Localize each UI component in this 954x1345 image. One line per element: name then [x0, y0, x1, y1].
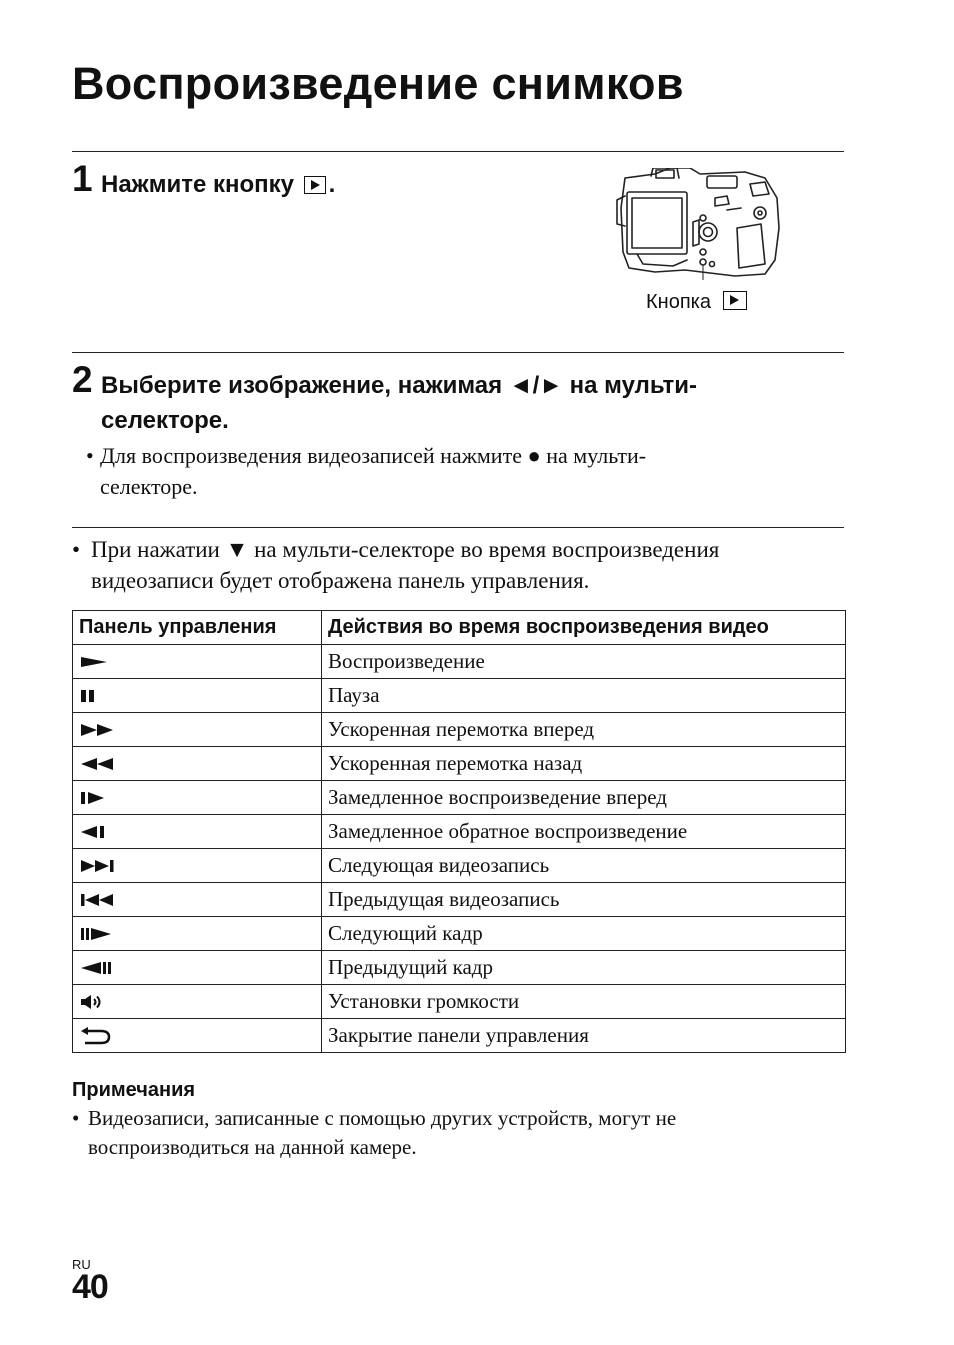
notes-line-2: воспроизводиться на данной камере. [88, 1135, 417, 1159]
table-cell-icon [73, 985, 322, 1019]
table-header-row [73, 611, 846, 645]
bullet-icon: • [72, 537, 81, 562]
fast-rewind-icon [79, 756, 119, 772]
language-label: RU [72, 1257, 91, 1272]
step-2-line-1: Выберите изображение, нажимая ◄/► на мульти- [101, 372, 698, 399]
caption-text: Кнопка [646, 291, 711, 313]
divider [72, 151, 844, 152]
step-number: 2 [72, 359, 93, 400]
table-row [73, 645, 846, 679]
table-cell-action: Ускоренная перемотка вперед [322, 713, 846, 747]
info-bullet [72, 534, 844, 596]
next-video-icon [79, 858, 119, 874]
table-row [73, 747, 846, 781]
previous-frame-icon [79, 960, 119, 976]
notes-heading: Примечания [72, 1079, 196, 1101]
next-frame-icon [79, 926, 119, 942]
table-cell-action: Установки громкости [322, 985, 846, 1019]
table-cell-action: Закрытие панели управления [322, 1019, 846, 1053]
table-cell-action: Пауза [322, 679, 846, 713]
divider [72, 352, 844, 353]
table-cell-icon [73, 951, 322, 985]
table-row [73, 679, 846, 713]
table-row [73, 781, 846, 815]
info-line-1: При нажатии ▼ на мульти-селекторе во время воспроизведения [91, 537, 720, 562]
control-panel-table [72, 610, 846, 1053]
divider [72, 527, 844, 528]
bullet-icon: • [86, 443, 94, 468]
step-2-bullet [86, 440, 800, 502]
table-cell-icon [73, 849, 322, 883]
table-cell-action: Предыдущий кадр [322, 951, 846, 985]
table-row [73, 815, 846, 849]
table-row [73, 1019, 846, 1053]
table-cell-icon [73, 645, 322, 679]
notes-text [72, 1104, 852, 1162]
bullet-icon: • [72, 1106, 80, 1130]
table-row [73, 917, 846, 951]
page-title: Воспроизведение снимков [72, 58, 684, 109]
button-caption [646, 291, 750, 314]
table-cell-action: Воспроизведение [322, 645, 846, 679]
table-cell-icon [73, 679, 322, 713]
table-row [73, 883, 846, 917]
info-line-2: видеозаписи будет отображена панель управления. [91, 568, 590, 593]
slow-forward-icon [79, 790, 119, 806]
step-2-line-2: селекторе. [101, 407, 229, 434]
table-cell-icon [73, 747, 322, 781]
table-cell-action: Замедленное обратное воспроизведение [322, 815, 846, 849]
table-cell-icon [73, 1019, 322, 1053]
page-number: 40 [72, 1268, 108, 1306]
slow-reverse-icon [79, 824, 119, 840]
table-cell-action: Предыдущая видеозапись [322, 883, 846, 917]
step-1-text-before: Нажмите кнопку [101, 171, 294, 198]
step-number: 1 [72, 158, 93, 199]
step-1-text-after: . [328, 171, 336, 198]
volume-icon [79, 993, 119, 1011]
table-cell-icon [73, 917, 322, 951]
table-cell-icon [73, 815, 322, 849]
table-cell-action: Замедленное воспроизведение вперед [322, 781, 846, 815]
table-header-actions: Действия во время воспроизведения видео [322, 611, 846, 645]
camera-illustration-icon [615, 168, 780, 280]
table-row [73, 985, 846, 1019]
notes-line-1: Видеозаписи, записанные с помощью других устройств, могут не [88, 1106, 677, 1130]
play-icon [79, 654, 119, 670]
table-cell-icon [73, 883, 322, 917]
table-row [73, 849, 846, 883]
table-row [73, 951, 846, 985]
table-cell-icon [73, 713, 322, 747]
table-cell-action: Следующая видеозапись [322, 849, 846, 883]
step-2-bullet-line-2: селекторе. [100, 474, 198, 499]
table-cell-action: Ускоренная перемотка назад [322, 747, 846, 781]
playback-button-icon [304, 176, 326, 194]
table-cell-action: Следующий кадр [322, 917, 846, 951]
playback-button-icon [723, 291, 747, 310]
previous-video-icon [79, 892, 119, 908]
pause-icon [79, 688, 119, 704]
step-1-text [101, 167, 335, 202]
table-header-panel: Панель управления [73, 611, 322, 645]
table-cell-icon [73, 781, 322, 815]
return-icon [79, 1026, 119, 1046]
step-2-text [101, 368, 697, 438]
step-2-bullet-line-1: Для воспроизведения видеозаписей нажмите ● на мульти- [100, 443, 647, 468]
table-row [73, 713, 846, 747]
fast-forward-icon [79, 722, 119, 738]
